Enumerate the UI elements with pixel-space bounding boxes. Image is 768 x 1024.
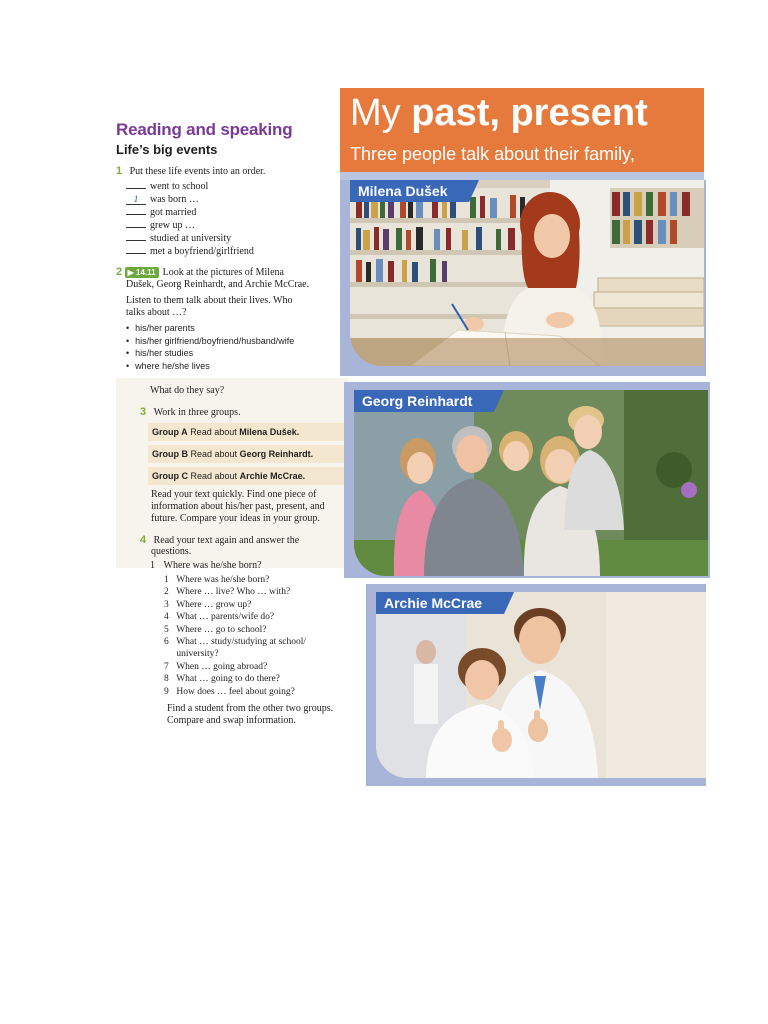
life-event-item xyxy=(126,245,254,258)
list-item xyxy=(164,648,306,660)
photo-georg xyxy=(354,390,708,576)
group-text: Read about xyxy=(190,449,238,459)
question-text: What … study/studying at school/ xyxy=(176,637,307,648)
group-text: Read about xyxy=(190,471,238,481)
article-subtitle: Three people talk about their family, xyxy=(350,144,635,164)
group-c-box xyxy=(148,467,344,485)
list-item xyxy=(164,673,306,685)
question-text: Where … grow up? xyxy=(176,599,252,610)
question-number: 5 xyxy=(164,624,169,635)
list-item xyxy=(164,636,306,648)
life-event-item xyxy=(126,219,254,232)
exercise-2-listen-2: talks about …? xyxy=(126,307,187,318)
life-event-item xyxy=(126,180,254,193)
example-question-number: 1 xyxy=(150,560,155,571)
life-event-item xyxy=(126,206,254,219)
exercise-4-find-2: Compare and swap information. xyxy=(167,715,296,726)
photo-frame-milena xyxy=(340,180,706,376)
group-label: Group C xyxy=(152,471,188,481)
question-number: 1 xyxy=(164,575,169,585)
life-event-text: met a boyfriend/girlfriend xyxy=(150,246,254,257)
example-question xyxy=(150,560,262,573)
life-event-text: studied at university xyxy=(150,233,232,244)
question-text: Where … go to school? xyxy=(176,624,267,635)
life-event-text: went to school xyxy=(150,181,209,192)
question-number: 7 xyxy=(164,661,169,672)
right-column xyxy=(340,88,706,792)
list-item xyxy=(164,686,306,698)
section-title: Reading and speaking xyxy=(116,120,293,139)
exercise-3-number: 3 xyxy=(140,406,147,418)
question-text: What … going to do there? xyxy=(176,674,280,685)
photo-archie xyxy=(376,592,706,778)
exercise-3-read-2: information about his/her past, present, and xyxy=(151,501,325,512)
left-column xyxy=(116,88,348,792)
list-item: • his/her parents xyxy=(126,322,294,335)
title-bold: past, present xyxy=(411,92,648,134)
example-question-text: Where was he/she born? xyxy=(163,560,262,571)
list-item xyxy=(164,574,306,586)
group-label: Group B xyxy=(152,449,188,459)
group-person-name: Milena Dušek. xyxy=(239,427,300,437)
question-number: 3 xyxy=(164,599,169,610)
exercise-4-instruction: Read your text again and answer the xyxy=(153,535,300,546)
exercise-3-heading xyxy=(140,406,241,420)
list-item: • where he/she lives xyxy=(126,360,294,373)
life-event-text: was born … xyxy=(150,194,199,205)
audio-track-button[interactable] xyxy=(125,267,159,278)
life-events-list xyxy=(126,180,254,258)
question-text: What … parents/wife do? xyxy=(176,612,275,623)
list-item xyxy=(164,599,306,611)
exercise-2-listen-1: Listen to them talk about their lives. Who xyxy=(126,295,293,306)
family-photo xyxy=(354,390,708,576)
photo-frame-georg xyxy=(344,382,710,578)
questions-list xyxy=(164,574,306,698)
question-number: 4 xyxy=(164,612,169,623)
list-item xyxy=(164,586,306,598)
exercise-2-instruction: Look at the pictures of Milena xyxy=(162,267,284,278)
question-text: Where was he/she born? xyxy=(176,575,270,585)
life-event-text: grew up … xyxy=(150,220,195,231)
textbook-page xyxy=(116,88,726,792)
photo-frame-archie xyxy=(366,584,706,786)
group-label: Group A xyxy=(152,427,188,437)
list-item xyxy=(164,624,306,636)
group-b-box xyxy=(148,445,344,463)
question-number: 2 xyxy=(164,587,169,598)
name-tag-archie: Archie McCrae xyxy=(376,592,504,614)
life-event-text: got married xyxy=(150,207,197,218)
group-text: Read about xyxy=(190,427,237,437)
exercise-1-number: 1 xyxy=(116,165,123,177)
answer-blank[interactable] xyxy=(126,188,146,189)
list-item xyxy=(164,661,306,673)
exercise-4-instruction-2: questions. xyxy=(151,546,192,557)
doctors-photo xyxy=(376,592,706,778)
talk-topics-list xyxy=(126,322,294,372)
answer-blank[interactable]: 1 xyxy=(126,195,146,205)
group-a-box xyxy=(148,423,344,441)
list-item: • his/her studies xyxy=(126,347,294,360)
name-tag-georg: Georg Reinhardt xyxy=(354,390,494,412)
life-event-item xyxy=(126,232,254,245)
article-header xyxy=(340,88,704,172)
answer-blank[interactable] xyxy=(126,253,146,254)
photo-milena xyxy=(350,180,704,366)
list-item xyxy=(164,611,306,623)
exercise-4-find-1: Find a student from the other two groups. xyxy=(167,703,334,714)
exercise-2-heading xyxy=(116,266,348,280)
header-divider xyxy=(340,172,704,180)
library-photo xyxy=(350,180,704,366)
exercise-3-instruction: Work in three groups. xyxy=(153,407,241,418)
group-person-name: Georg Reinhardt. xyxy=(239,449,314,459)
exercise-2-number: 2 xyxy=(116,266,123,278)
question-text: university? xyxy=(176,649,219,660)
question-number: 9 xyxy=(164,686,169,697)
group-person-name: Archie McCrae. xyxy=(239,471,306,481)
exercise-3-read-3: future. Compare your ideas in your group. xyxy=(151,513,320,524)
section-subtitle: Life’s big events xyxy=(116,142,218,157)
exercise-1-heading xyxy=(116,165,265,179)
list-item: • his/her girlfriend/boyfriend/husband/wife xyxy=(126,335,294,348)
question-text: When … going abroad? xyxy=(176,661,268,672)
answer-blank[interactable] xyxy=(126,227,146,228)
exercise-3-read-1: Read your text quickly. Find one piece of xyxy=(151,489,317,500)
question-number: 6 xyxy=(164,637,169,648)
answer-blank[interactable] xyxy=(126,240,146,241)
question-text: How does … feel about going? xyxy=(176,686,295,697)
answer-blank[interactable] xyxy=(126,214,146,215)
title-prefix: My xyxy=(350,92,412,134)
question-text: Where … live? Who … with? xyxy=(176,587,291,598)
article-title xyxy=(350,92,648,135)
exercise-2-instruction-2: Dušek, Georg Reinhardt, and Archie McCrae. xyxy=(126,279,310,290)
life-event-item xyxy=(126,193,254,206)
audio-track-number: 14.11 xyxy=(136,268,156,277)
exercise-4-number: 4 xyxy=(140,534,147,546)
name-tag-milena: Milena Dušek xyxy=(350,180,469,202)
question-number: 8 xyxy=(164,674,169,685)
speaker-icon: ▶ xyxy=(127,268,134,277)
exercise-1-instruction: Put these life events into an order. xyxy=(129,166,266,177)
what-do-they-say: What do they say? xyxy=(150,385,225,396)
